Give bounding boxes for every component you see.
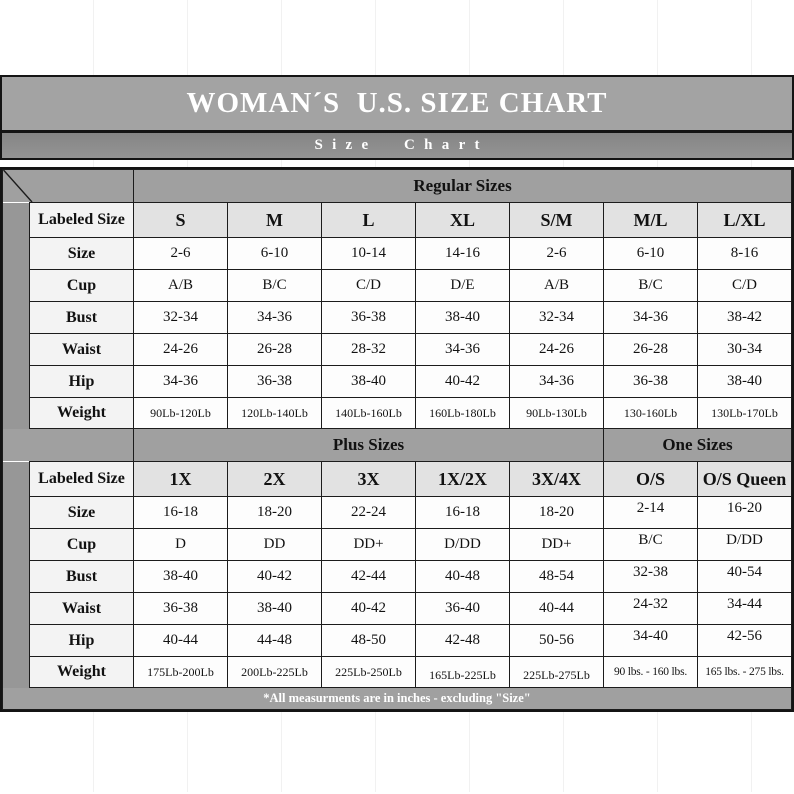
cell-text: 38-40 [445, 309, 480, 325]
hip-value-cell [416, 366, 510, 398]
size-value-cell [416, 238, 510, 270]
cell-text: 40-42 [445, 373, 480, 389]
cell-text: 10-14 [351, 245, 386, 261]
cell-text: 32-34 [163, 309, 198, 325]
weight-value-cell [698, 398, 792, 429]
cell-text: 30-34 [727, 341, 762, 357]
cell-text: 120Lb-140Lb [241, 405, 308, 420]
bust-value-cell [604, 302, 698, 334]
cup-value-cell [510, 270, 604, 302]
waist-row [3, 593, 792, 625]
footer-row [3, 688, 792, 710]
waist-value-cell [134, 593, 228, 625]
labeled-size-cell: L/XL [698, 203, 792, 238]
section-title: Regular Sizes [134, 170, 792, 203]
cell-text: 38-42 [727, 309, 762, 325]
bust-row [3, 561, 792, 593]
labeled-size-cell: 3X/4X [510, 462, 604, 497]
bust-value-cell [134, 561, 228, 593]
cell-text: 14-16 [445, 245, 480, 261]
cell-text: 40-42 [351, 600, 386, 616]
cell-text: A/B [543, 277, 569, 293]
cell-text: 36-38 [163, 600, 198, 616]
weight-value-cell [228, 398, 322, 429]
row-label: Waist [30, 593, 134, 625]
cell-text: DD+ [541, 536, 572, 552]
cell-text: 50-56 [539, 632, 574, 648]
section-corner-cell [3, 429, 134, 462]
hip-value-cell [698, 366, 792, 398]
labeled-size-cell: M/L [604, 203, 698, 238]
size-value-cell [510, 238, 604, 270]
cell-text: 34-36 [539, 373, 574, 389]
cell-text: B/C [638, 277, 663, 293]
weight-value-cell [510, 398, 604, 429]
waist-value-cell [510, 334, 604, 366]
row-label: Cup [30, 529, 134, 561]
cell-text: 90 lbs. - 160 lbs. [613, 666, 688, 678]
waist-value-cell [134, 334, 228, 366]
waist-value-cell [322, 334, 416, 366]
cell-text: 24-32 [633, 596, 668, 612]
weight-value-cell [228, 657, 322, 688]
row-label: Weight [30, 398, 134, 429]
cell-text: 16-20 [727, 500, 762, 516]
cell-text: 200Lb-225Lb [241, 664, 308, 679]
cell-text: C/D [355, 277, 381, 293]
weight-value-cell [698, 657, 792, 688]
row-label: Hip [30, 366, 134, 398]
bust-value-cell [604, 561, 698, 593]
cup-value-cell [322, 529, 416, 561]
size-value-cell [510, 497, 604, 529]
labeled-size-row [3, 203, 792, 238]
cell-text: 18-20 [539, 504, 574, 520]
cup-value-cell [134, 529, 228, 561]
weight-value-cell [134, 657, 228, 688]
hip-value-cell [322, 625, 416, 657]
bust-value-cell [134, 302, 228, 334]
size-value-cell [604, 238, 698, 270]
cell-text: 26-28 [633, 341, 668, 357]
cup-value-cell [510, 529, 604, 561]
cell-text: 48-50 [351, 632, 386, 648]
cell-text: 22-24 [351, 504, 386, 520]
cell-text: 16-18 [163, 504, 198, 520]
cell-text: 40-48 [445, 568, 480, 584]
cell-text: 42-44 [351, 568, 386, 584]
hip-value-cell [416, 625, 510, 657]
cup-value-cell [698, 270, 792, 302]
labeled-size-cell: L [322, 203, 416, 238]
size-value-cell [604, 497, 698, 529]
weight-value-cell [604, 657, 698, 688]
waist-value-cell [698, 593, 792, 625]
cell-text: 24-26 [539, 341, 574, 357]
cell-text: 90Lb-130Lb [526, 405, 587, 420]
cell-text: 38-40 [163, 568, 198, 584]
hip-row [3, 366, 792, 398]
cup-value-cell [228, 270, 322, 302]
band-table-gap [0, 160, 794, 167]
cell-text: 165 lbs. - 275 lbs. [705, 666, 784, 678]
section-title: Plus Sizes [134, 429, 604, 462]
cell-text: 36-40 [445, 600, 480, 616]
cell-text: 2-6 [170, 245, 191, 261]
bust-value-cell [416, 302, 510, 334]
row-label: Cup [30, 270, 134, 302]
waist-value-cell [322, 593, 416, 625]
cell-text: 38-40 [727, 373, 762, 389]
cell-text: 36-38 [633, 373, 668, 389]
cell-text: 225Lb-275Lb [523, 667, 590, 682]
cell-text: 28-32 [351, 341, 386, 357]
cell-text: 130-160Lb [623, 405, 678, 420]
row-label: Bust [30, 561, 134, 593]
weight-value-cell [416, 657, 510, 688]
hip-value-cell [134, 625, 228, 657]
cell-text: A/B [167, 277, 193, 293]
hip-value-cell [228, 625, 322, 657]
section-header-row [3, 170, 792, 203]
labeled-size-cell: M [228, 203, 322, 238]
cell-text: 36-38 [257, 373, 292, 389]
diagonal-line [3, 170, 134, 202]
cell-text: 34-36 [445, 341, 480, 357]
cell-text: B/C [638, 532, 663, 548]
cup-value-cell [416, 270, 510, 302]
cell-text: DD+ [353, 536, 384, 552]
hip-value-cell [604, 366, 698, 398]
waist-value-cell [698, 334, 792, 366]
cell-text: 160Lb-180Lb [429, 405, 496, 420]
weight-value-cell [604, 398, 698, 429]
cell-text: 6-10 [260, 245, 289, 261]
waist-value-cell [416, 593, 510, 625]
cell-text: 175Lb-200Lb [147, 664, 214, 679]
bust-value-cell [228, 302, 322, 334]
cell-text: 40-44 [163, 632, 198, 648]
cell-text: 16-18 [445, 504, 480, 520]
size-value-cell [698, 497, 792, 529]
hip-value-cell [134, 366, 228, 398]
table-frame [0, 167, 794, 712]
cell-text: 42-48 [445, 632, 480, 648]
cup-row [3, 529, 792, 561]
cell-text: 40-54 [727, 564, 762, 580]
waist-value-cell [510, 593, 604, 625]
bust-value-cell [416, 561, 510, 593]
footer-note: *All measurments are in inches - excluding "Size" [3, 688, 792, 710]
cell-text: 36-38 [351, 309, 386, 325]
cup-value-cell [604, 529, 698, 561]
cell-text: 2-14 [636, 500, 665, 516]
hip-value-cell [698, 625, 792, 657]
labeled-size-header: Labeled Size [30, 203, 134, 238]
cell-text: D/E [450, 277, 475, 293]
cup-value-cell [134, 270, 228, 302]
cell-text: 44-48 [257, 632, 292, 648]
row-label: Waist [30, 334, 134, 366]
hip-value-cell [510, 366, 604, 398]
size-value-cell [228, 238, 322, 270]
cell-text: 34-36 [163, 373, 198, 389]
cup-value-cell [416, 529, 510, 561]
size-value-cell [698, 238, 792, 270]
weight-row [3, 398, 792, 429]
labeled-size-cell: XL [416, 203, 510, 238]
weight-value-cell [510, 657, 604, 688]
top-margin [0, 0, 794, 75]
cell-text: 40-44 [539, 600, 574, 616]
cell-text: 6-10 [636, 245, 665, 261]
cell-text: 32-38 [633, 564, 668, 580]
cell-text: 34-36 [633, 309, 668, 325]
cell-text: 34-36 [257, 309, 292, 325]
waist-value-cell [604, 334, 698, 366]
weight-value-cell [322, 657, 416, 688]
cell-text: 40-42 [257, 568, 292, 584]
labeled-size-header: Labeled Size [30, 462, 134, 497]
waist-value-cell [416, 334, 510, 366]
cell-text: 32-34 [539, 309, 574, 325]
labeled-size-cell: 1X/2X [416, 462, 510, 497]
weight-value-cell [134, 398, 228, 429]
hip-value-cell [228, 366, 322, 398]
cell-text: 8-16 [730, 245, 759, 261]
cell-text: 34-40 [633, 628, 668, 644]
bottom-margin [0, 712, 794, 792]
cell-text: DD [263, 536, 286, 552]
bust-value-cell [510, 561, 604, 593]
bust-value-cell [698, 302, 792, 334]
left-strip [3, 462, 30, 688]
size-row [3, 497, 792, 529]
labeled-size-cell: 3X [322, 462, 416, 497]
size-value-cell [134, 497, 228, 529]
cell-text: 38-40 [351, 373, 386, 389]
cell-text: B/C [262, 277, 287, 293]
diagonal-corner-cell [3, 170, 134, 203]
bust-row [3, 302, 792, 334]
weight-value-cell [416, 398, 510, 429]
labeled-size-cell: O/S Queen [698, 462, 792, 497]
bust-value-cell [228, 561, 322, 593]
labeled-size-cell: 2X [228, 462, 322, 497]
page-subtitle: Size Chart [2, 133, 792, 158]
weight-row [3, 657, 792, 688]
hip-value-cell [604, 625, 698, 657]
row-label: Weight [30, 657, 134, 688]
cup-row [3, 270, 792, 302]
cell-text: 18-20 [257, 504, 292, 520]
size-value-cell [134, 238, 228, 270]
cell-text: 38-40 [257, 600, 292, 616]
cup-value-cell [604, 270, 698, 302]
cell-text: D [175, 536, 186, 552]
size-value-cell [228, 497, 322, 529]
bust-value-cell [510, 302, 604, 334]
size-value-cell [322, 238, 416, 270]
waist-value-cell [228, 334, 322, 366]
bust-value-cell [322, 561, 416, 593]
section-title: One Sizes [604, 429, 792, 462]
cell-text: 34-44 [727, 596, 762, 612]
labeled-size-row [3, 462, 792, 497]
labeled-size-cell: O/S [604, 462, 698, 497]
cell-text: 130Lb-170Lb [711, 405, 778, 420]
size-value-cell [322, 497, 416, 529]
cell-text: 42-56 [727, 628, 762, 644]
hip-row [3, 625, 792, 657]
cup-value-cell [698, 529, 792, 561]
bust-value-cell [698, 561, 792, 593]
labeled-size-cell: 1X [134, 462, 228, 497]
size-value-cell [416, 497, 510, 529]
cell-text: 90Lb-120Lb [150, 405, 211, 420]
cell-text: D/DD [726, 532, 763, 548]
cell-text: 225Lb-250Lb [335, 664, 402, 679]
left-strip [3, 203, 30, 429]
waist-row [3, 334, 792, 366]
labeled-size-cell: S [134, 203, 228, 238]
row-label: Size [30, 497, 134, 529]
row-label: Bust [30, 302, 134, 334]
cup-value-cell [228, 529, 322, 561]
cell-text: 26-28 [257, 341, 292, 357]
cup-value-cell [322, 270, 416, 302]
bust-value-cell [322, 302, 416, 334]
row-label: Size [30, 238, 134, 270]
header-bands [0, 75, 794, 160]
weight-value-cell [322, 398, 416, 429]
labeled-size-cell: S/M [510, 203, 604, 238]
cell-text: 140Lb-160Lb [335, 405, 402, 420]
page-title: WOMAN´S U.S. SIZE CHART [2, 77, 792, 133]
waist-value-cell [604, 593, 698, 625]
waist-value-cell [228, 593, 322, 625]
hip-value-cell [322, 366, 416, 398]
cell-text: 48-54 [539, 568, 574, 584]
section-header-row [3, 429, 792, 462]
row-label: Hip [30, 625, 134, 657]
size-chart-table [2, 169, 792, 710]
size-row [3, 238, 792, 270]
hip-value-cell [510, 625, 604, 657]
cell-text: 24-26 [163, 341, 198, 357]
cell-text: 165Lb-225Lb [429, 667, 496, 682]
cell-text: D/DD [444, 536, 481, 552]
cell-text: C/D [731, 277, 757, 293]
cell-text: 2-6 [546, 245, 567, 261]
